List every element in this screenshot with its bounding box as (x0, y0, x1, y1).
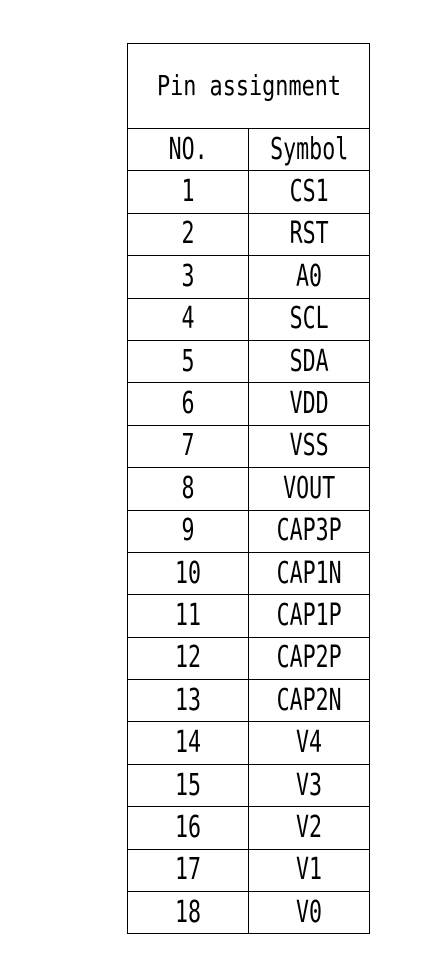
header-no: NO. (168, 131, 208, 167)
table-row (128, 171, 370, 213)
pin-symbol: VDD (289, 386, 329, 422)
table-title-cell (128, 44, 370, 129)
pin-number: 8 (181, 470, 195, 506)
pin-symbol-cell (249, 807, 370, 849)
table-row (128, 722, 370, 764)
pin-number-cell (128, 256, 249, 298)
header-no-cell (128, 129, 249, 171)
table-row (128, 468, 370, 510)
table-row (128, 764, 370, 806)
table-row (128, 256, 370, 298)
pin-number-cell (128, 722, 249, 764)
pin-number: 6 (181, 386, 195, 422)
table-title: Pin assignment (156, 69, 341, 102)
pin-symbol: VOUT (282, 470, 336, 506)
pin-symbol-cell (249, 722, 370, 764)
pin-number-cell (128, 637, 249, 679)
pin-number: 10 (174, 555, 202, 591)
pin-number: 5 (181, 343, 195, 379)
header-symbol-cell (249, 129, 370, 171)
pin-symbol-cell (249, 849, 370, 891)
pin-symbol-cell (249, 552, 370, 594)
pin-symbol: CAP1N (276, 555, 342, 591)
pin-symbol-cell (249, 298, 370, 340)
pin-symbol-cell (249, 637, 370, 679)
table-row (128, 298, 370, 340)
pin-symbol: V3 (295, 767, 323, 803)
title-row (128, 44, 370, 129)
pin-number-cell (128, 425, 249, 467)
pin-number-cell (128, 213, 249, 255)
pin-number: 14 (174, 725, 202, 761)
pin-symbol: V1 (295, 852, 323, 888)
pin-number-cell (128, 807, 249, 849)
pin-symbol-cell (249, 425, 370, 467)
table-row (128, 510, 370, 552)
pin-number: 16 (174, 809, 202, 845)
pin-symbol: SDA (289, 343, 329, 379)
pin-symbol-cell (249, 595, 370, 637)
pin-symbol-cell (249, 468, 370, 510)
pin-number-cell (128, 171, 249, 213)
pin-symbol: V2 (295, 809, 323, 845)
table-row (128, 849, 370, 891)
pin-number-cell (128, 680, 249, 722)
pin-symbol: CS1 (289, 174, 329, 210)
pin-symbol-cell (249, 680, 370, 722)
pin-number: 13 (174, 682, 202, 718)
pin-number: 18 (174, 894, 202, 930)
pin-number: 11 (174, 597, 202, 633)
pin-symbol: CAP2N (276, 682, 342, 718)
table-row (128, 425, 370, 467)
pin-number: 2 (181, 216, 195, 252)
pin-rows (128, 171, 370, 934)
pin-symbol: RST (289, 216, 329, 252)
pin-number-cell (128, 510, 249, 552)
pin-symbol-cell (249, 213, 370, 255)
pin-symbol: V0 (295, 894, 323, 930)
pin-number: 7 (181, 428, 195, 464)
pin-symbol-cell (249, 892, 370, 934)
pin-number: 1 (181, 174, 195, 210)
table-row (128, 340, 370, 382)
pin-number-cell (128, 552, 249, 594)
pin-number-cell (128, 849, 249, 891)
pin-symbol-cell (249, 171, 370, 213)
pin-symbol: SCL (289, 301, 329, 337)
pin-symbol-cell (249, 383, 370, 425)
pin-number-cell (128, 383, 249, 425)
table-row (128, 552, 370, 594)
pin-symbol: CAP3P (276, 513, 342, 549)
pin-number: 12 (174, 640, 202, 676)
table-row (128, 637, 370, 679)
pin-symbol-cell (249, 510, 370, 552)
pin-number: 15 (174, 767, 202, 803)
pin-number-cell (128, 468, 249, 510)
pin-symbol: CAP1P (276, 597, 342, 633)
header-symbol: Symbol (269, 131, 349, 167)
table-row (128, 595, 370, 637)
table-row (128, 892, 370, 934)
table-row (128, 807, 370, 849)
pin-assignment-table (127, 43, 370, 934)
pin-number-cell (128, 298, 249, 340)
pin-number: 4 (181, 301, 195, 337)
pin-symbol-cell (249, 340, 370, 382)
pin-symbol: A0 (295, 258, 323, 294)
table-row (128, 383, 370, 425)
pin-symbol: CAP2P (276, 640, 342, 676)
pin-number-cell (128, 892, 249, 934)
pin-symbol-cell (249, 764, 370, 806)
pin-number-cell (128, 595, 249, 637)
pin-symbol-cell (249, 256, 370, 298)
pin-number-cell (128, 764, 249, 806)
pin-symbol: V4 (295, 725, 323, 761)
pin-number: 17 (174, 852, 202, 888)
table-row (128, 680, 370, 722)
header-row (128, 129, 370, 171)
pin-number: 3 (181, 258, 195, 294)
pin-number: 9 (181, 513, 195, 549)
table-row (128, 213, 370, 255)
pin-number-cell (128, 340, 249, 382)
pin-symbol: VSS (289, 428, 329, 464)
